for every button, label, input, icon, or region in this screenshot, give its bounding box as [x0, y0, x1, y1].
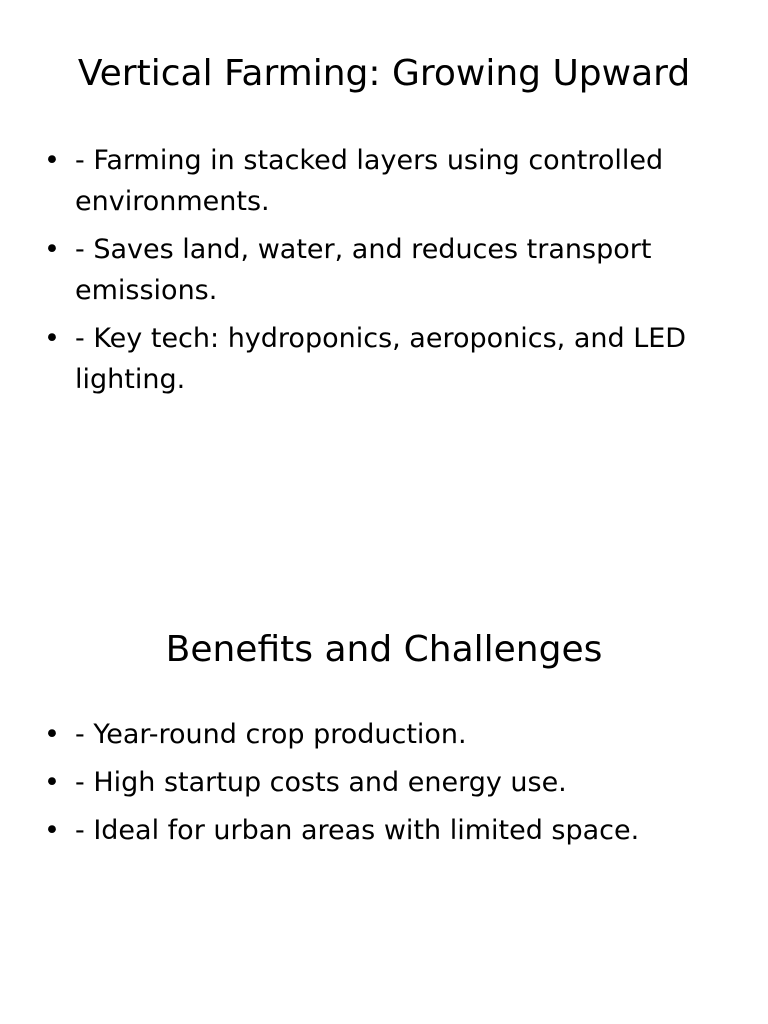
- bullet-icon: •: [44, 767, 60, 798]
- list-item: [0, 810, 768, 851]
- slide-title: Benefits and Challenges: [165, 629, 603, 670]
- list-item: [0, 762, 768, 803]
- bullet-icon: •: [44, 234, 60, 265]
- bullet-text: - Farming in stacked layers using controlled environments.: [75, 145, 664, 217]
- bullet-list: [0, 714, 768, 858]
- list-item: [0, 140, 768, 222]
- slide-title: Vertical Farming: Growing Upward: [77, 53, 691, 94]
- bullet-icon: •: [44, 719, 60, 750]
- bullet-icon: •: [44, 323, 60, 354]
- bullet-text: - Ideal for urban areas with limited space.: [75, 815, 640, 846]
- bullet-text: - Key tech: hydroponics, aeroponics, and LED lighting.: [75, 323, 687, 395]
- bullet-list: [0, 140, 768, 407]
- bullet-text: - Year-round crop production.: [75, 719, 467, 750]
- bullet-icon: •: [44, 815, 60, 846]
- bullet-text: - Saves land, water, and reduces transport emissions.: [75, 234, 652, 306]
- slide-benefits-challenges: [0, 512, 768, 1024]
- list-item: [0, 229, 768, 311]
- bullet-text: - High startup costs and energy use.: [75, 767, 567, 798]
- list-item: [0, 318, 768, 400]
- list-item: [0, 714, 768, 755]
- bullet-icon: •: [44, 145, 60, 176]
